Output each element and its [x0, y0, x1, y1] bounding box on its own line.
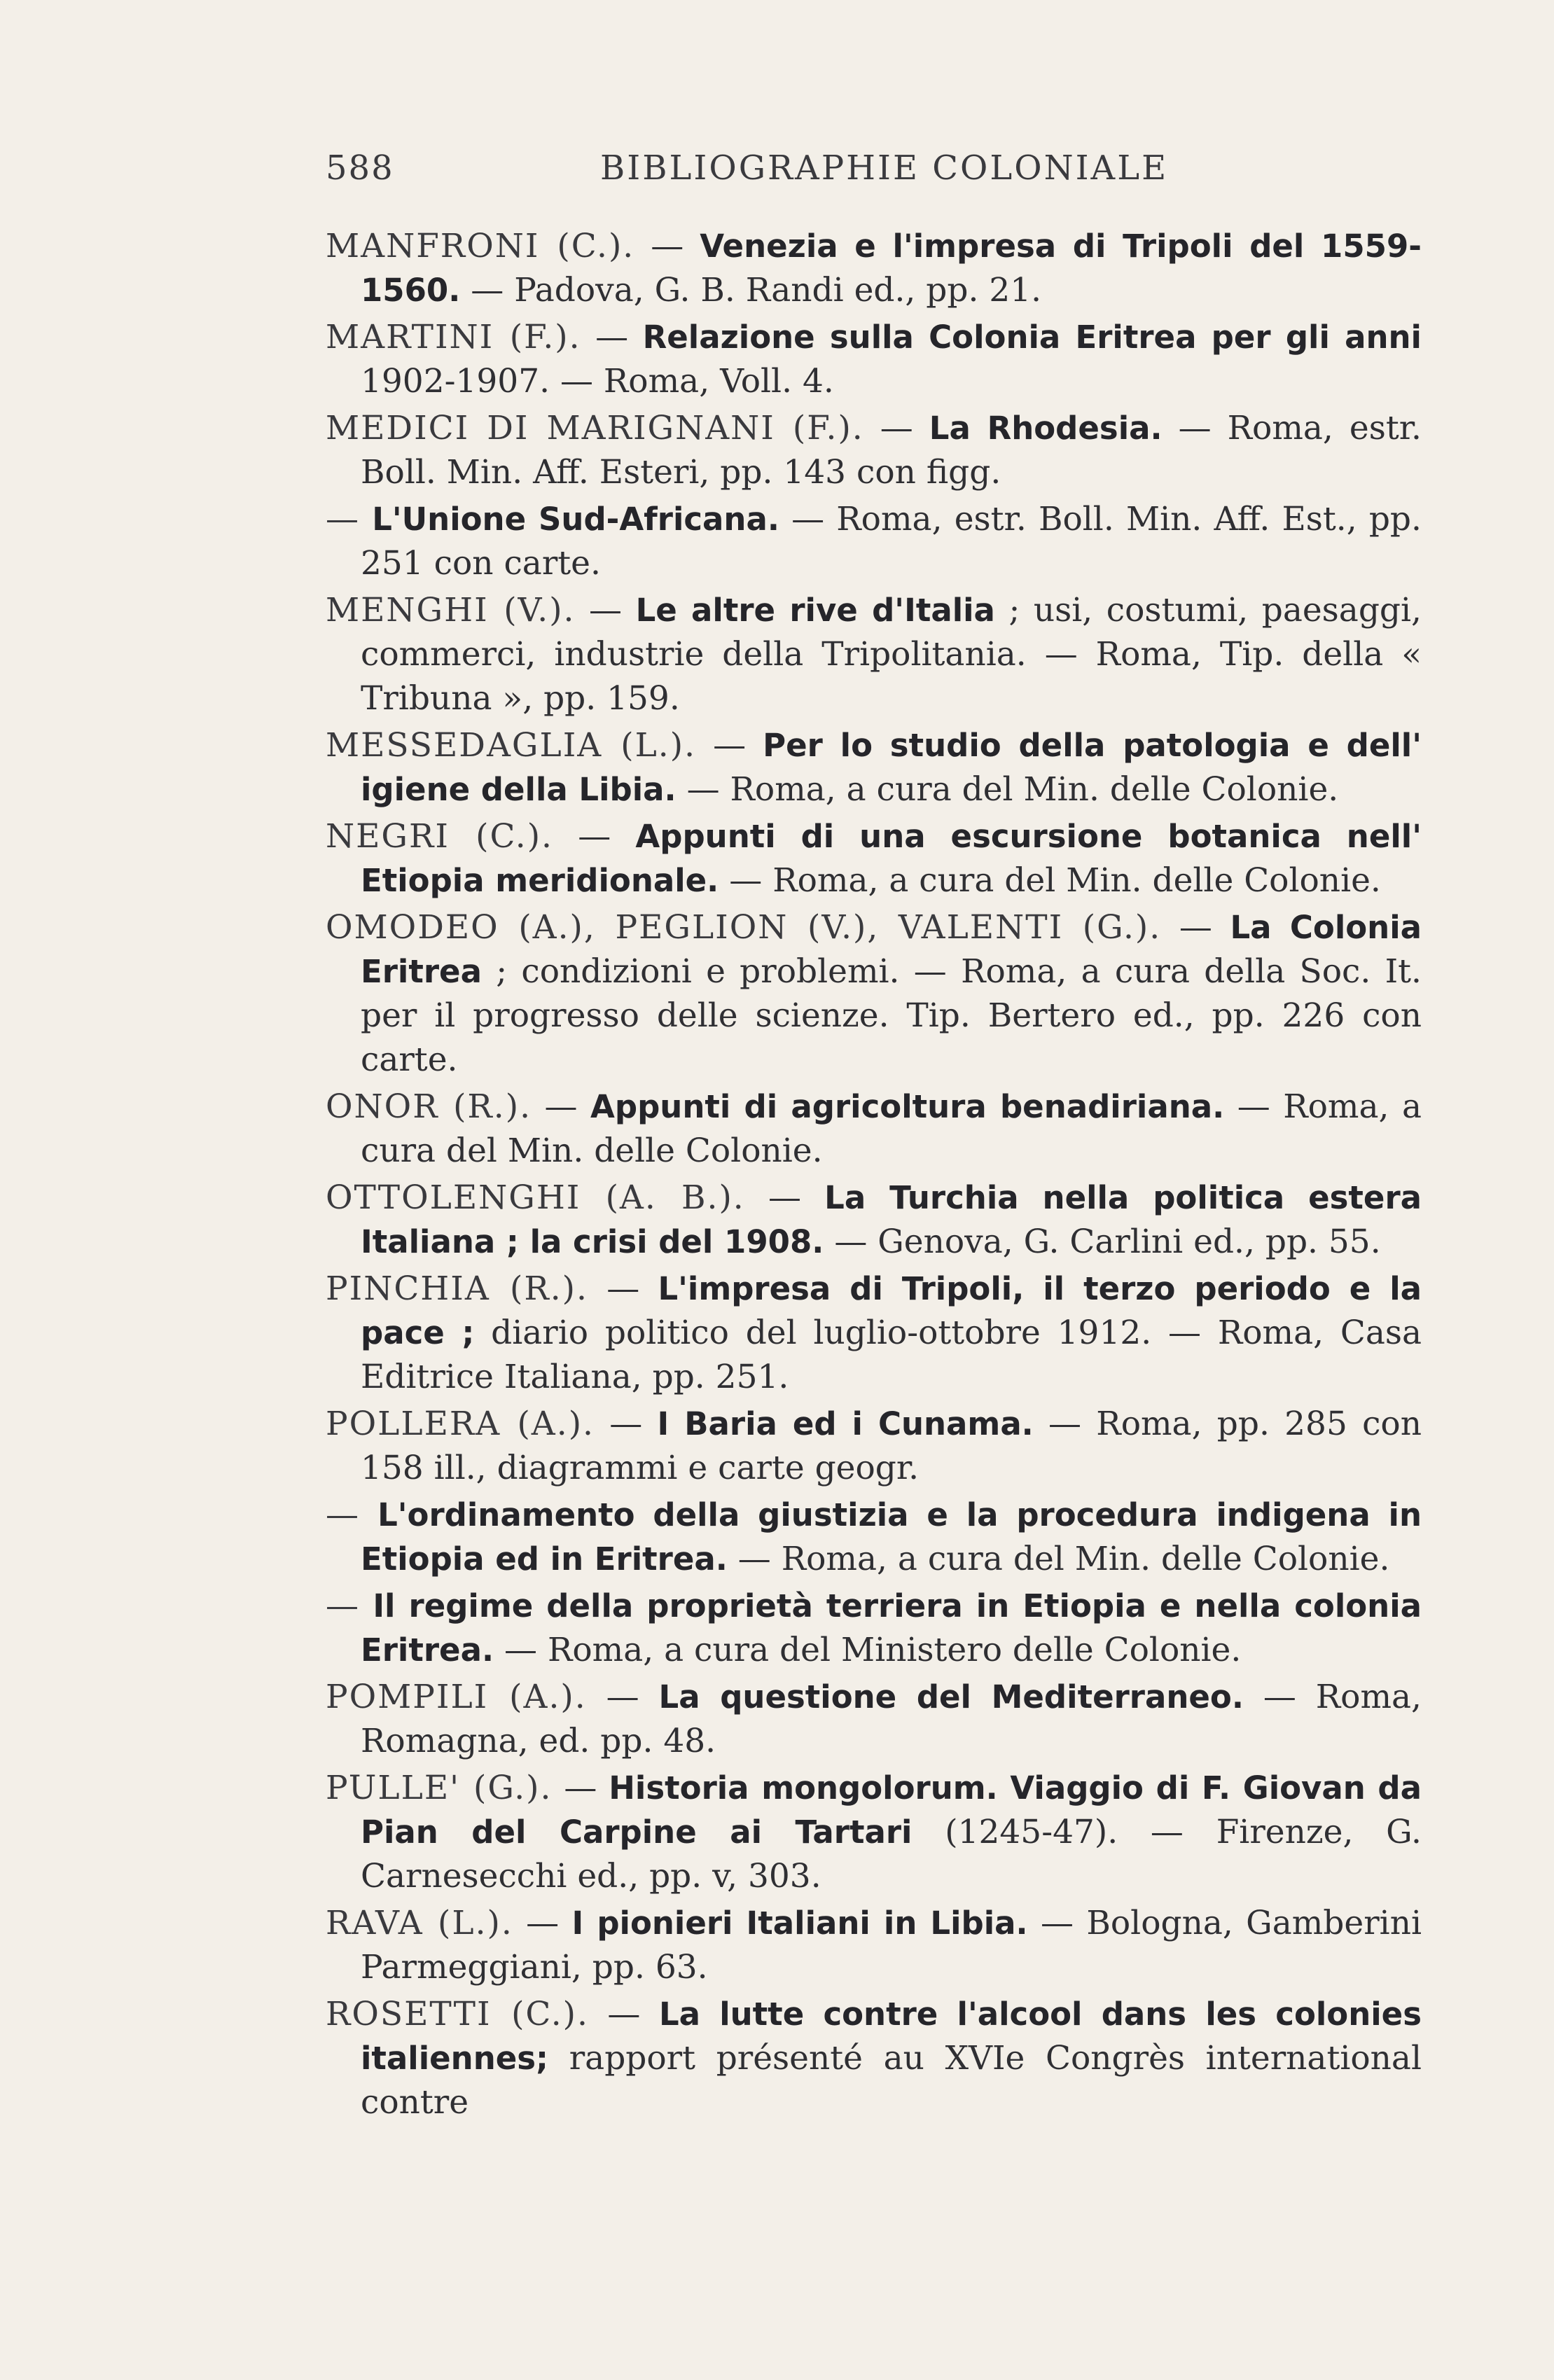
bibliography-entry: ONOR (R.). — Appunti di agricoltura benadiriana. — Roma, a cura del Min. delle Colonie.: [326, 1087, 1422, 1170]
bibliography-entry: MENGHI (V.). — Le altre rive d'Italia ; usi, costumi, paesaggi, commerci, industrie della Tripolitania. — Roma, Tip. della « Tribuna », pp. 159.: [326, 591, 1422, 718]
page-header: [326, 148, 1194, 197]
bibliography-entry: RAVA (L.). — I pionieri Italiani in Libia. — Bologna, Gamberini Parmeggiani, pp. 63.: [326, 1904, 1422, 1986]
bibliography-entry: MARTINI (F.). — Relazione sulla Colonia Eritrea per gli anni 1902-1907. — Roma, Voll. 4.: [326, 318, 1422, 401]
bibliography-entry: PINCHIA (R.). — L'impresa di Tripoli, il terzo periodo e la pace ; diario politico del luglio-ottobre 1912. — Roma, Casa Editrice Italiana, pp. 251.: [326, 1269, 1422, 1396]
running-title: BIBLIOGRAPHIE COLONIALE: [600, 148, 1169, 188]
bibliography-entry: MESSEDAGLIA (L.). — Per lo studio della patologia e dell' igiene della Libia. — Roma, a cura del Min. delle Colonie.: [326, 726, 1422, 809]
bibliography-entry: MEDICI DI MARIGNANI (F.). — La Rhodesia. — Roma, estr. Boll. Min. Aff. Esteri, pp. 143 con figg.: [326, 409, 1422, 492]
bibliography-entry: — L'Unione Sud-Africana. — Roma, estr. Boll. Min. Aff. Est., pp. 251 con carte.: [326, 500, 1422, 583]
bibliography-entry: OMODEO (A.), PEGLION (V.), VALENTI (G.). — La Colonia Eritrea ; condizioni e problemi. — Roma, a cura della Soc. It. per il progresso delle scienze. Tip. Bertero ed., pp. 226 con carte.: [326, 908, 1422, 1079]
bibliography-entry: MANFRONI (C.). — Venezia e l'impresa di Tripoli del 1559-1560. — Padova, G. B. Randi ed., pp. 21.: [326, 227, 1422, 309]
bibliography-entry: PULLE' (G.). — Historia mongolorum. Viaggio di F. Giovan da Pian del Carpine ai Tartari (1245-47). — Firenze, G. Carnesecchi ed., pp. v, 303.: [326, 1769, 1422, 1895]
bibliography-entry: NEGRI (C.). — Appunti di una escursione botanica nell' Etiopia meridionale. — Roma, a cura del Min. delle Colonie.: [326, 817, 1422, 900]
bibliography-entry: — L'ordinamento della giustizia e la procedura indigena in Etiopia ed in Eritrea. — Roma, a cura del Min. delle Colonie.: [326, 1496, 1422, 1578]
bibliography-entry: ROSETTI (C.). — La lutte contre l'alcool dans les colonies italiennes; rapport présenté au XVIe Congrès international contre: [326, 1995, 1422, 2122]
page-number: 588: [326, 148, 394, 188]
bibliography-entry: — Il regime della proprietà terriera in Etiopia e nella colonia Eritrea. — Roma, a cura del Ministero delle Colonie.: [326, 1587, 1422, 1669]
bibliography-entry: OTTOLENGHI (A. B.). — La Turchia nella politica estera Italiana ; la crisi del 1908. — Genova, G. Carlini ed., pp. 55.: [326, 1178, 1422, 1261]
bibliography-entry: POLLERA (A.). — I Baria ed i Cunama. — Roma, pp. 285 con 158 ill., diagrammi e carte geogr.: [326, 1405, 1422, 1487]
bibliography-list: [326, 224, 1422, 2124]
bibliography-entry: POMPILI (A.). — La questione del Mediterraneo. — Roma, Romagna, ed. pp. 48.: [326, 1678, 1422, 1760]
